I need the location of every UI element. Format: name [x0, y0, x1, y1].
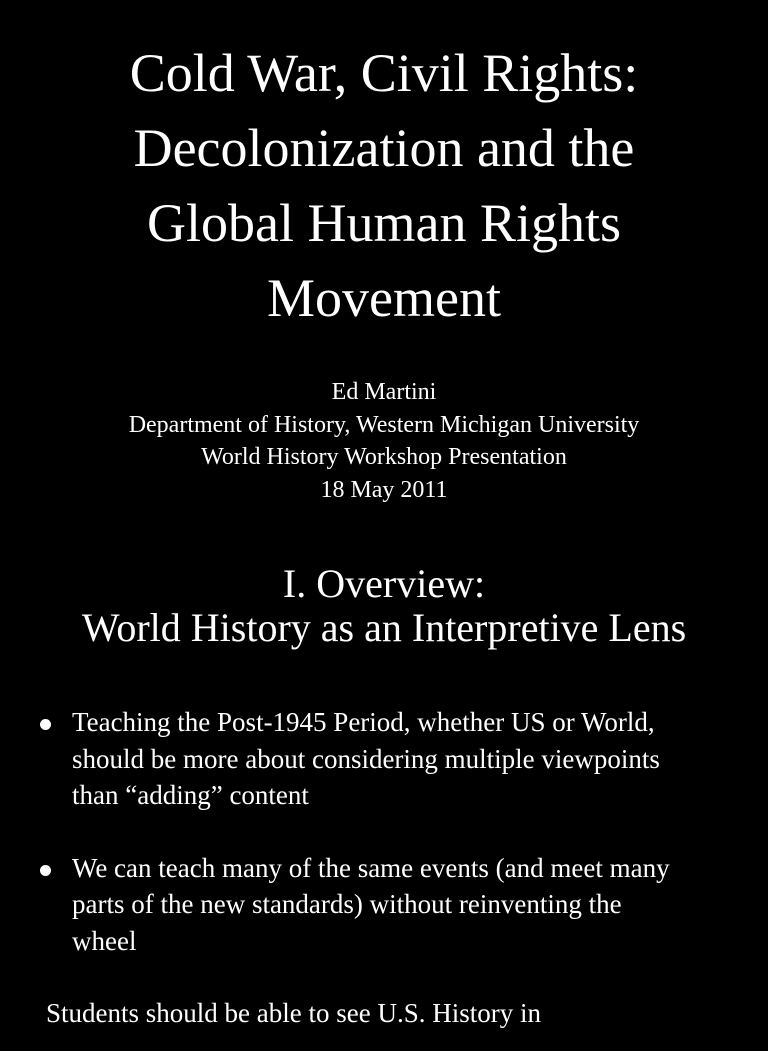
bullet-line: Teaching the Post-1945 Period, whether US or World, [72, 707, 655, 737]
title-slide [0, 36, 768, 506]
event-name: World History Workshop Presentation [201, 444, 567, 470]
title-line: Movement [267, 268, 501, 328]
bullet-line: than “adding” content [72, 780, 309, 810]
section-heading: I. Overview: [282, 561, 486, 606]
byline [0, 376, 768, 506]
title-line: Decolonization and the [133, 118, 635, 178]
title-line: Global Human Rights [147, 193, 621, 253]
section-subheading: World History as an Interpretive Lens [81, 605, 687, 650]
bullet-line: wheel [72, 925, 137, 956]
department: Department of History, Western Michigan University [128, 411, 640, 438]
bullet-dot-icon [40, 865, 51, 876]
presentation-date: 18 May 2011 [320, 476, 448, 503]
author-name: Ed Martini [331, 379, 437, 405]
bullet-item [0, 704, 768, 814]
title-line: Cold War, Civil Rights: [129, 43, 639, 103]
bullet-line: parts of the new standards) without reinventing the [72, 889, 622, 919]
overview-heading [0, 556, 768, 656]
bullet-line: We can teach many of the same events (and meet many [72, 852, 670, 883]
slide-title [0, 36, 768, 336]
overview-slide [0, 561, 768, 1051]
bullet-dot-icon [40, 719, 51, 730]
bullet-line: should be more about considering multiple viewpoints [72, 743, 660, 774]
bullet-line: Students should be able to see U.S. History in [46, 998, 541, 1028]
bullet-item [0, 850, 768, 960]
bullet-list [0, 704, 768, 1028]
bullet-item-partial [0, 995, 768, 1028]
